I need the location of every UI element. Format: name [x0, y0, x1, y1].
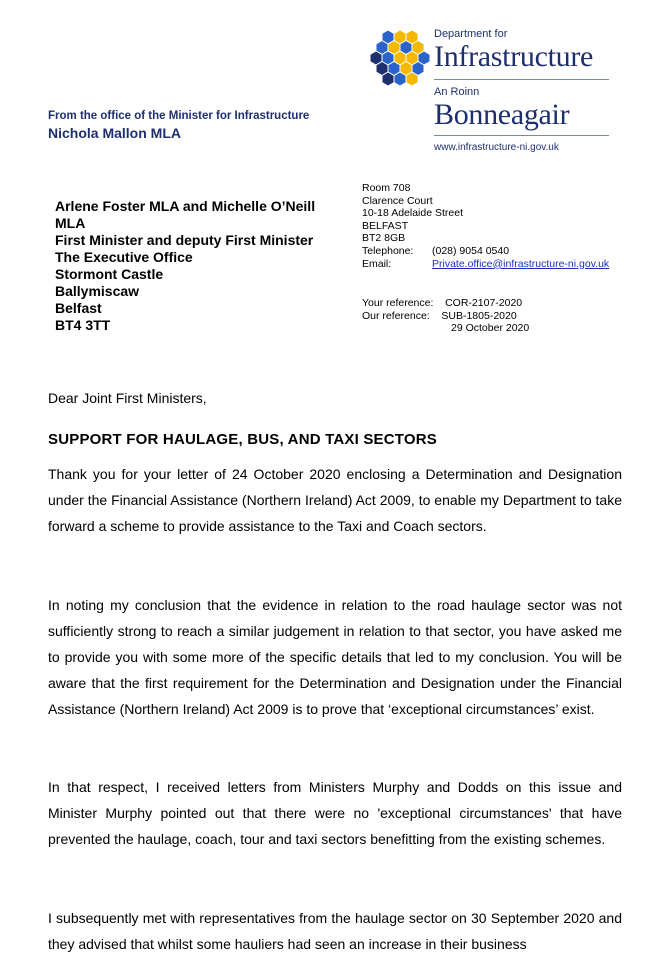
letter-subject: SUPPORT FOR HAULAGE, BUS, AND TAXI SECTORS: [48, 431, 437, 448]
sender-postcode: BT2 8GB: [362, 232, 406, 245]
recipient-line: BT4 3TT: [55, 317, 111, 333]
recipient-line: First Minister and deputy First Minister: [55, 232, 314, 248]
logo-divider: [434, 135, 609, 136]
department-logo-icon: [370, 28, 430, 94]
logo-infrastructure: Infrastructure: [434, 40, 594, 73]
recipient-address: [55, 198, 345, 334]
salutation: Dear Joint First Ministers,: [48, 390, 207, 406]
recipient-line: The Executive Office: [55, 249, 193, 265]
minister-name: Nichola Mallon MLA: [48, 125, 181, 141]
logo-website-link[interactable]: www.infrastructure-ni.gov.uk: [434, 142, 559, 153]
our-reference-value: SUB-1805-2020: [441, 309, 517, 322]
sender-building: Clarence Court: [362, 194, 433, 207]
recipient-line: Belfast: [55, 300, 102, 316]
letter-date: 29 October 2020: [451, 322, 530, 335]
your-reference-value: COR-2107-2020: [445, 297, 523, 309]
sender-room: Room 708: [362, 182, 411, 194]
logo-department-for: Department for: [434, 28, 508, 40]
telephone-label: Telephone:: [362, 244, 414, 257]
our-reference-row: [362, 310, 622, 323]
email-label: Email:: [362, 257, 392, 270]
logo-an-roinn: An Roinn: [434, 86, 480, 98]
body-paragraph: In that respect, I received letters from Ministers Murphy and Dodds on this issue and Minister Murphy pointed out that there were no 'exceptional circumstances' that have prevented the haulage, coach, tour and taxi sectors benefitting from the existing schemes.: [48, 779, 622, 847]
your-reference-row: [362, 297, 622, 310]
references-block: [362, 297, 622, 335]
your-reference-label: Your reference:: [362, 297, 434, 309]
body-paragraph: In noting my conclusion that the evidence in relation to the road haulage sector was not sufficiently strong to reach a similar judgement in relation to that sector, you have asked me to provide you with some more of the specific details that led to my conclusion. You will be aware that the first requirement for the Determination and Designation under the Financial Assistance (Northern Ireland) Act 2009 is to prove that ‘exceptional circumstances’ exist.: [48, 597, 622, 717]
logo-divider: [434, 79, 609, 80]
recipient-line: Arlene Foster MLA and Michelle O’Neill MLA: [55, 198, 316, 231]
sender-email-row: [362, 258, 642, 271]
recipient-line: Stormont Castle: [55, 266, 164, 282]
telephone-number: (028) 9054 0540: [432, 244, 510, 257]
sender-telephone-row: [362, 245, 642, 258]
recipient-line: Ballymiscaw: [55, 283, 140, 299]
sender-city: BELFAST: [362, 219, 409, 232]
department-logo: [434, 28, 614, 154]
body-paragraph: Thank you for your letter of 24 October 2020 enclosing a Determination and Designation under the Financial Assistance (Northern Ireland) Act 2009, to enable my Department to take forward a scheme to provide assistance to the Taxi and Coach sectors.: [48, 466, 622, 534]
our-reference-label: Our reference:: [362, 309, 430, 322]
logo-bonneagair: Bonneagair: [434, 98, 570, 131]
sender-address: [362, 182, 642, 270]
email-link[interactable]: Private.office@infrastructure-ni.gov.uk: [432, 257, 610, 270]
body-paragraph: I subsequently met with representatives from the haulage sector on 30 September 2020 and they advised that whilst some hauliers had seen an increase in their business: [48, 910, 622, 952]
from-office-line: From the office of the Minister for Infrastructure: [48, 110, 310, 122]
sender-street: 10-18 Adelaide Street: [362, 207, 463, 220]
